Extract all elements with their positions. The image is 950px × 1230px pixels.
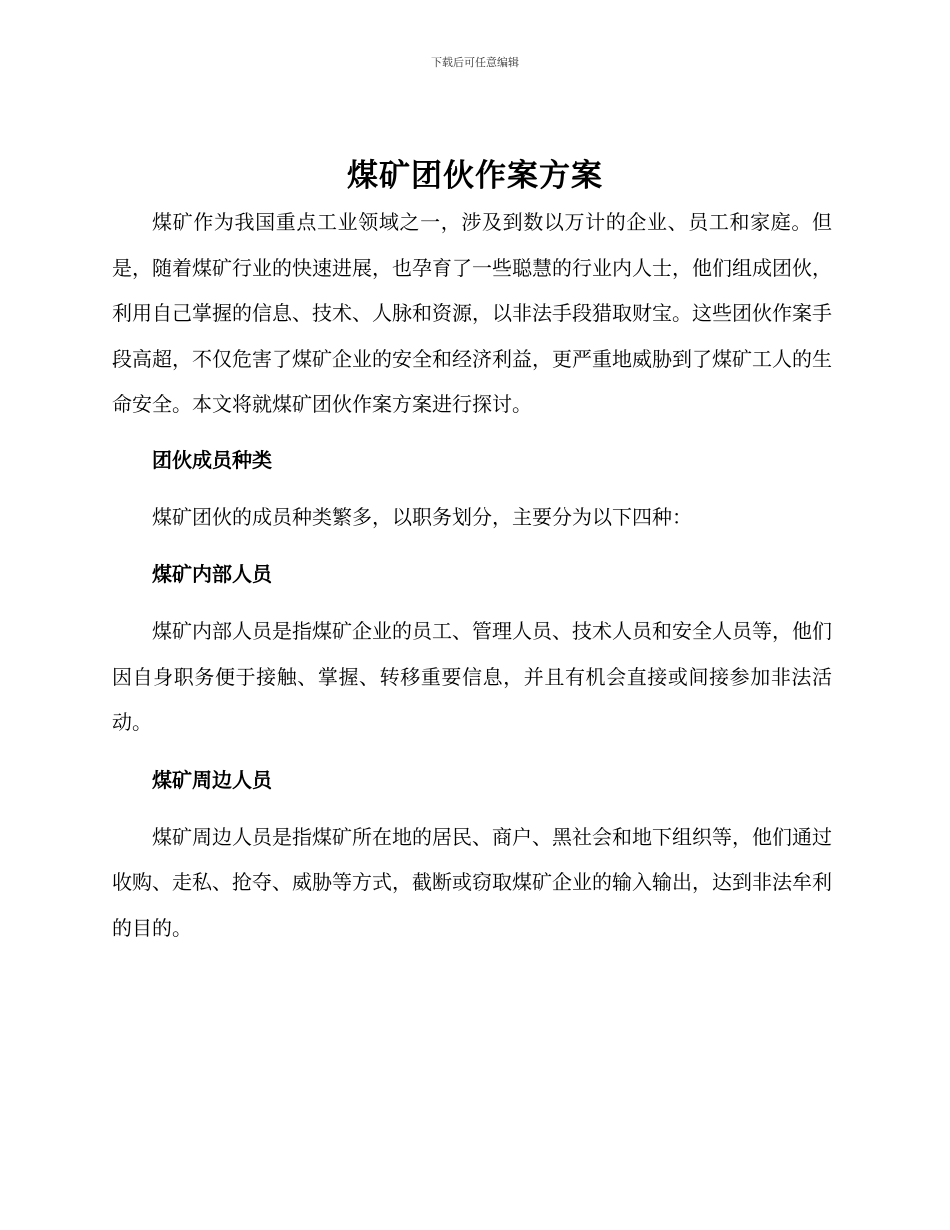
intro-paragraph: 煤矿作为我国重点工业领域之一，涉及到数以万计的企业、员工和家庭。但是，随着煤矿行业的快速进展，也孕育了一些聪慧的行业内人士，他们组成团伙，利用自己掌握的信息、技术、人脉和资源，以非法手段猎取财宝。这些团伙作案手段高超，不仅危害了煤矿企业的安全和经济利益，更严重地威胁到了煤矿工人的生命安全。本文将就煤矿团伙作案方案进行探讨。 [112, 210, 832, 416]
section-heading-surrounding-people: 煤矿周边人员 [152, 767, 272, 792]
section-heading-internal-staff: 煤矿内部人员 [152, 562, 272, 586]
section-heading-member-types: 团伙成员种类 [152, 447, 272, 472]
internal-staff-paragraph: 煤矿内部人员是指煤矿企业的员工、管理人员、技术人员和安全人员等，他们因自身职务便于接触、掌握、转移重要信息，并且有机会直接或间接参加非法活动。 [112, 619, 832, 734]
member-types-paragraph: 煤矿团伙的成员种类繁多，以职务划分，主要分为以下四种： [152, 504, 692, 529]
surrounding-people-paragraph: 煤矿周边人员是指煤矿所在地的居民、商户、黑社会和地下组织等，他们通过收购、走私、抢夺、威胁等方式，截断或窃取煤矿企业的输入输出，达到非法牟利的目的。 [112, 824, 832, 940]
document-body [112, 200, 832, 951]
document-title: 煤矿团伙作案方案 [347, 158, 603, 194]
page-header-note: 下载后可任意编辑 [431, 56, 519, 69]
